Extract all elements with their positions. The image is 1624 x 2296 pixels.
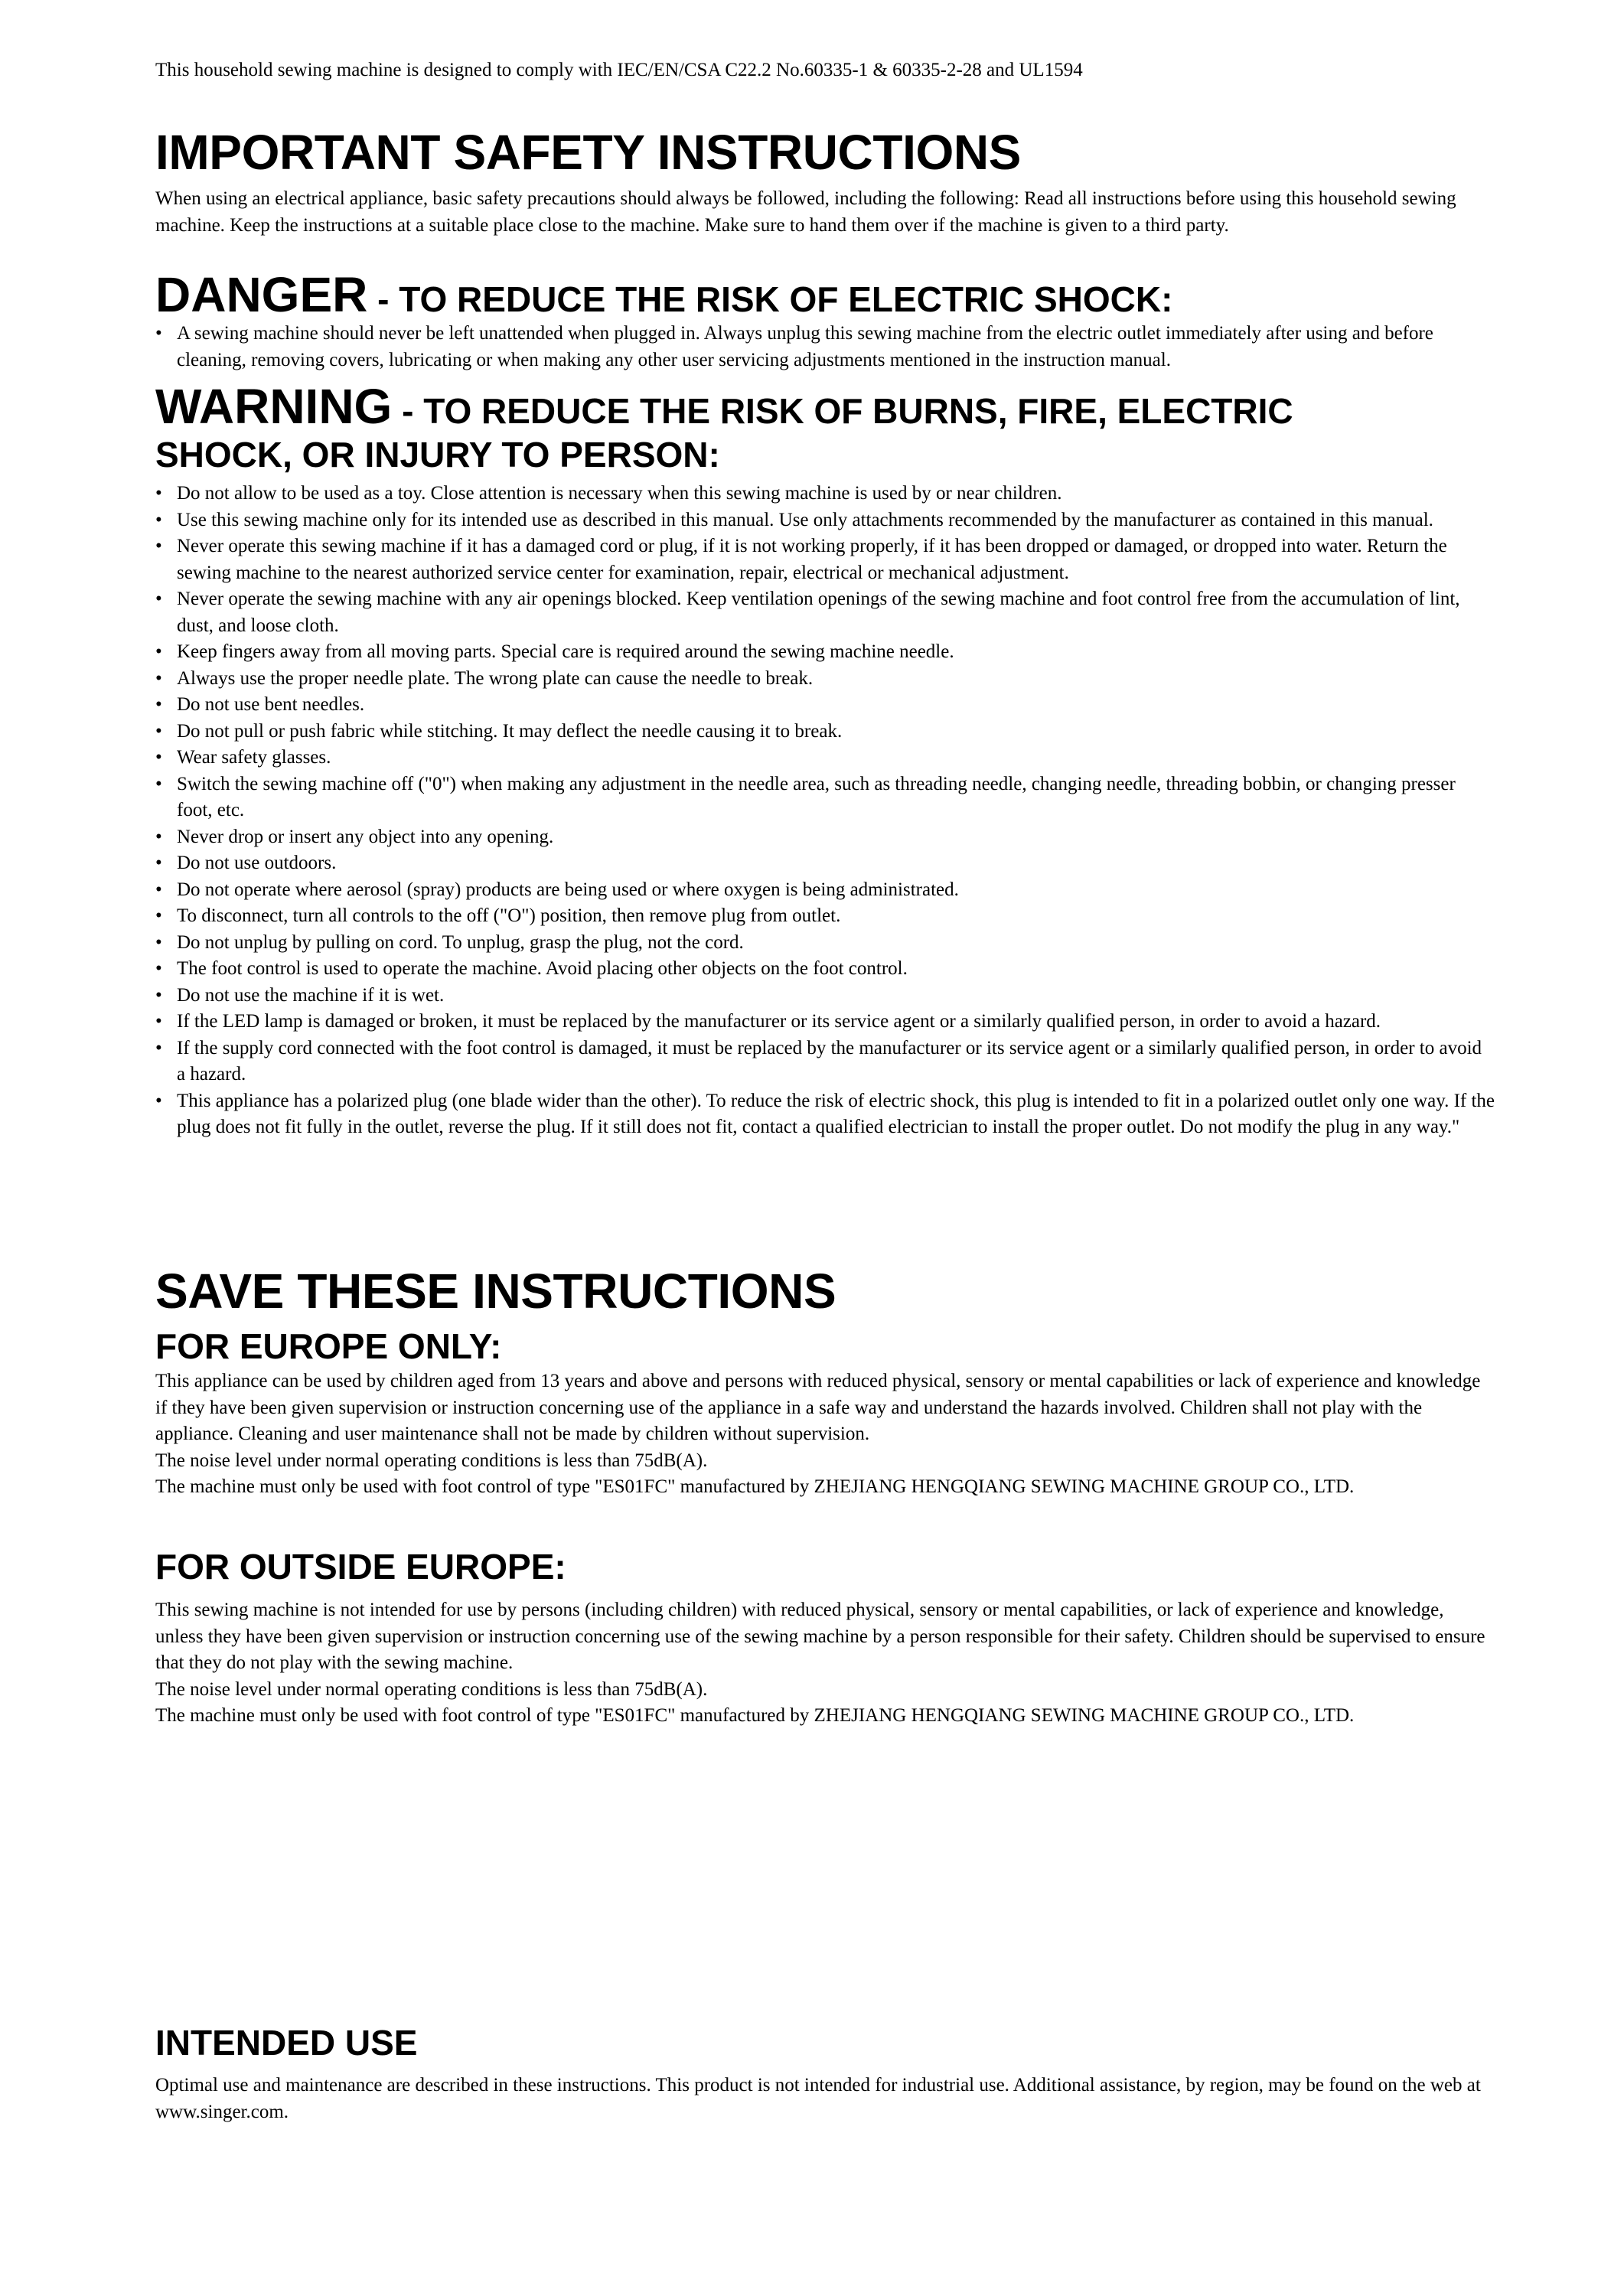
danger-heading: [155, 265, 1172, 329]
compliance-statement: This household sewing machine is designed to comply with IEC/EN/CSA C22.2 No.60335-1 & 60335-2-28 and UL1594: [155, 60, 1083, 80]
intended-use-paragraph: Optimal use and maintenance are described in these instructions. This product is not intended for industrial use. Additional assistance, by region, may be found on the web at www.singer.com.: [155, 2075, 1481, 2122]
outside-europe-paragraph: The machine must only be used with foot control of type "ES01FC" manufactured by ZHEJIANG HENGQIANG SEWING MACHINE GROUP CO., LTD.: [155, 1705, 1355, 1726]
outside-europe-paragraph: The noise level under normal operating conditions is less than 75dB(A).: [155, 1678, 708, 1700]
warning-label: WARNING: [155, 379, 393, 434]
list-item: • Do not use the machine if it is wet.: [155, 983, 1495, 1009]
list-item: • If the LED lamp is damaged or broken, it must be replaced by the manufacturer or its service agent or a similarly qualified person, in order to avoid a hazard.: [155, 1009, 1495, 1035]
europe-paragraph: The noise level under normal operating conditions is less than 75dB(A).: [155, 1450, 708, 1471]
list-item: • If the supply cord connected with the foot control is damaged, it must be replaced by the manufacturer or its service agent or a similarly qualified person, in order to avoid a hazard.: [155, 1035, 1495, 1088]
outside-europe-heading: FOR OUTSIDE EUROPE:: [155, 1547, 566, 1587]
europe-paragraph: This appliance can be used by children aged from 13 years and above and persons with reduced physical, sensory or mental capabilities or lack of experience and knowledge if they have been given supervision or instruction concerning use of the appliance in a safe way and understand the hazards involved. Children shall not play with the appliance. Cleaning and user maintenance shall not be made by children without supervision.: [155, 1371, 1481, 1444]
list-item: • Do not use outdoors.: [155, 850, 1495, 877]
outside-europe-section: [155, 1597, 1495, 1730]
list-item: • Do not unplug by pulling on cord. To unplug, grasp the plug, not the cord.: [155, 930, 1495, 957]
page-title: IMPORTANT SAFETY INSTRUCTIONS: [155, 125, 1021, 180]
danger-subheading: - TO REDUCE THE RISK OF ELECTRIC SHOCK:: [367, 279, 1173, 319]
intro-paragraph: When using an electrical appliance, basic safety precautions should always be followed, including the following: Read all instructions before using this household sewing machine. Keep the instructions at a suitable place close to the machine. Make sure to hand them over if the machine is given to a third party.: [155, 188, 1456, 236]
list-item: • Do not pull or push fabric while stitching. It may deflect the needle causing it to break.: [155, 719, 1495, 745]
outside-europe-paragraph: This sewing machine is not intended for use by persons (including children) with reduced physical, sensory or mental capabilities, or lack of experience and knowledge, unless they have been given supervision or instruction concerning use of the sewing machine by a person responsible for their safety. Children should be supervised to ensure that they do not play with the sewing machine.: [155, 1600, 1485, 1673]
list-item: • Keep fingers away from all moving parts. Special care is required around the sewing machine needle.: [155, 639, 1495, 666]
list-item: • This appliance has a polarized plug (one blade wider than the other). To reduce the risk of electric shock, this plug is intended to fit in a polarized outlet only one way. If the plug does not fit fully in the outlet, reverse the plug. If it still does not fit, contact a qualified electrician to install the proper outlet. Do not modify the plug in any way.": [155, 1088, 1495, 1141]
europe-heading: FOR EUROPE ONLY:: [155, 1326, 502, 1366]
list-item: • Do not allow to be used as a toy. Close attention is necessary when this sewing machine is used by or near children.: [155, 481, 1495, 507]
europe-paragraph: The machine must only be used with foot control of type "ES01FC" manufactured by ZHEJIANG HENGQIANG SEWING MACHINE GROUP CO., LTD.: [155, 1476, 1355, 1497]
danger-label: DANGER: [155, 267, 368, 322]
warning-subheading-line2: SHOCK, OR INJURY TO PERSON:: [155, 435, 720, 475]
list-item: • A sewing machine should never be left unattended when plugged in. Always unplug this sewing machine from the electric outlet immediately after using and before cleaning, removing covers, lubricating or when making any other user servicing adjustments mentioned in the instruction manual.: [155, 321, 1495, 373]
list-item: • Never drop or insert any object into any opening.: [155, 824, 1495, 851]
list-item: • Use this sewing machine only for its intended use as described in this manual. Use only attachments recommended by the manufacturer as contained in this manual.: [155, 507, 1495, 534]
warning-list: [155, 481, 1495, 1141]
list-item: • Always use the proper needle plate. The wrong plate can cause the needle to break.: [155, 666, 1495, 693]
list-item: • To disconnect, turn all controls to the off ("O") position, then remove plug from outlet.: [155, 903, 1495, 930]
list-item: • Never operate this sewing machine if it has a damaged cord or plug, if it is not working properly, if it has been dropped or damaged, or dropped into water. Return the sewing machine to the nearest authorized service center for examination, repair, electrical or mechanical adjustment.: [155, 533, 1495, 586]
save-instructions-heading: SAVE THESE INSTRUCTIONS: [155, 1264, 836, 1319]
danger-list: [155, 321, 1495, 373]
list-item: • Never operate the sewing machine with any air openings blocked. Keep ventilation openings of the sewing machine and foot control free from the accumulation of lint, dust, and loose cloth.: [155, 586, 1495, 639]
list-item: • Wear safety glasses.: [155, 745, 1495, 771]
list-item: • Do not operate where aerosol (spray) products are being used or where oxygen is being administrated.: [155, 877, 1495, 904]
list-item: • Switch the sewing machine off ("0") when making any adjustment in the needle area, such as threading needle, changing needle, threading bobbin, or changing presser foot, etc.: [155, 771, 1495, 824]
intended-use-heading: INTENDED USE: [155, 2023, 418, 2063]
warning-subheading: - TO REDUCE THE RISK OF BURNS, FIRE, ELECTRIC: [392, 391, 1293, 431]
list-item: • The foot control is used to operate the machine. Avoid placing other objects on the foot control.: [155, 956, 1495, 983]
europe-section: [155, 1368, 1495, 1501]
list-item: • Do not use bent needles.: [155, 692, 1495, 719]
